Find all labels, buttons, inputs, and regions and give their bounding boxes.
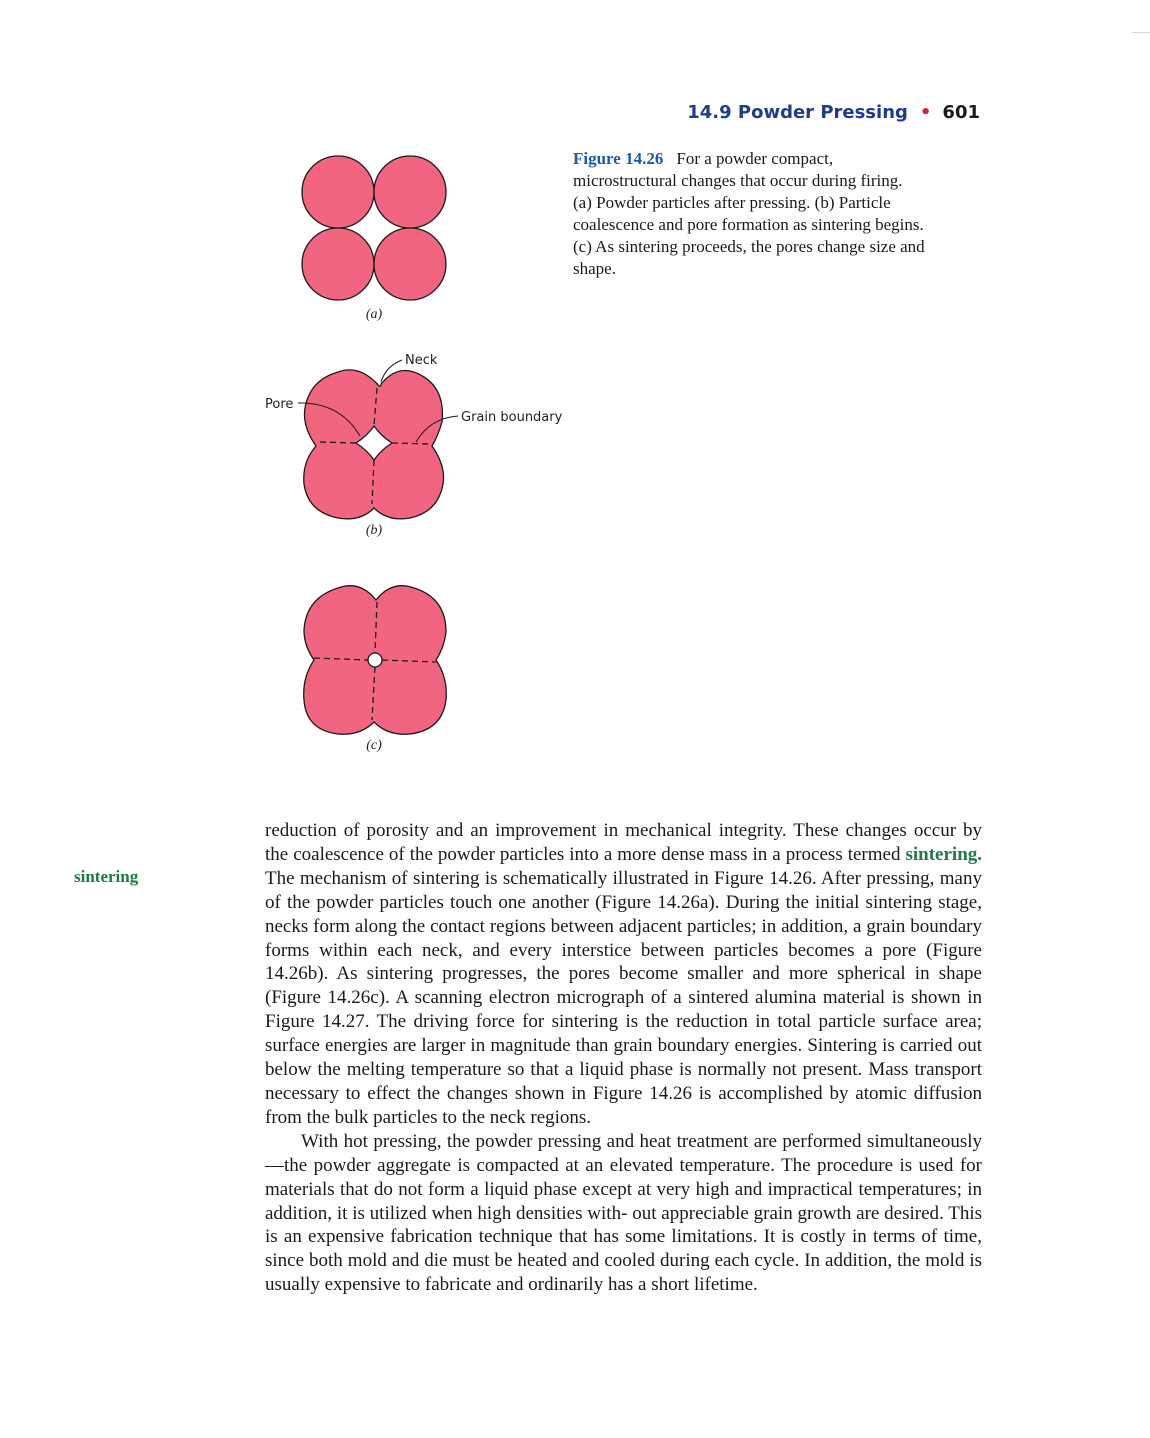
running-head bbox=[687, 102, 980, 123]
page-number: 601 bbox=[942, 102, 980, 123]
particle bbox=[302, 156, 374, 228]
body-text bbox=[265, 819, 982, 1297]
pore bbox=[368, 653, 382, 667]
sublabel-b: (b) bbox=[365, 523, 383, 538]
caption-line: Figure 14.26 For a powder compact, bbox=[573, 149, 834, 168]
panel-a bbox=[302, 156, 446, 322]
corner-mark bbox=[1132, 32, 1150, 33]
caption-line: shape. bbox=[573, 259, 616, 278]
panel-b bbox=[265, 353, 563, 538]
caption-line: coalescence and pore formation as sintering begins. bbox=[573, 215, 924, 234]
grain-boundary-label: Grain boundary bbox=[461, 410, 563, 425]
caption-line: microstructural changes that occur during firing. bbox=[573, 171, 903, 190]
pore-label: Pore bbox=[265, 397, 294, 412]
paragraph-2: With hot pressing, the powder pressing and heat treatment are performed simultaneously—the powder aggregate is compacted at an elevated temperature. The procedure is used for materials that do not form a liquid phase except at very high and impractical temperatures; in addition, it is utilized when high densities with- out appreciable grain growth are desired. This is an expensive fabrication technique that has some limitations. It is costly in terms of time, since both mold and die must be heated and cooled during each cycle. In addition, the mold is usually expensive to fabricate and ordinarily has a short lifetime. bbox=[265, 1130, 983, 1296]
particle bbox=[374, 156, 446, 228]
section-title: 14.9 Powder Pressing bbox=[687, 102, 908, 123]
margin-term: sintering bbox=[74, 867, 139, 886]
particle bbox=[302, 228, 374, 300]
figure-caption bbox=[573, 148, 983, 280]
sublabel-c: (c) bbox=[366, 738, 382, 753]
figure-label: Figure 14.26 bbox=[573, 149, 664, 168]
sintering-term: sintering. bbox=[905, 843, 983, 865]
particle bbox=[374, 228, 446, 300]
sublabel-a: (a) bbox=[365, 307, 383, 322]
figure-14-26 bbox=[250, 140, 570, 760]
neck-label: Neck bbox=[405, 353, 438, 368]
caption-line: (c) As sintering proceeds, the pores change size and bbox=[573, 237, 925, 256]
paragraph-1: reduction of porosity and an improvement in mechanical integrity. These changes occur by the coalescence of the powder particles into a more dense mass in a process termed sintering. The mechanism of sintering is schematically illustrated in Figure 14.26. After pressing, many of the powder particles touch one another (Figure 14.26a). During the initial sintering stage, necks form along the contact regions between adjacent particles; in addition, a grain boundary forms within each neck, and every interstice between particles becomes a pore (Figure 14.26b). As sintering progresses, the pores become smaller and more spherical in shape (Figure 14.26c). A scanning electron micrograph of a sintered alumina material is shown in Figure 14.27. The driving force for sintering is the reduction in total particle surface area; surface energies are larger in magnitude than grain boundary energies. Sintering is carried out below the melting temperature so that a liquid phase is normally not present. Mass transport necessary to effect the changes shown in Figure 14.26 is accomplished by atomic diffusion from the bulk particles to the neck regions. bbox=[265, 820, 983, 1128]
panel-c bbox=[304, 586, 447, 753]
caption-line: (a) Powder particles after pressing. (b) Particle bbox=[573, 193, 891, 212]
header-bullet: • bbox=[919, 102, 932, 123]
